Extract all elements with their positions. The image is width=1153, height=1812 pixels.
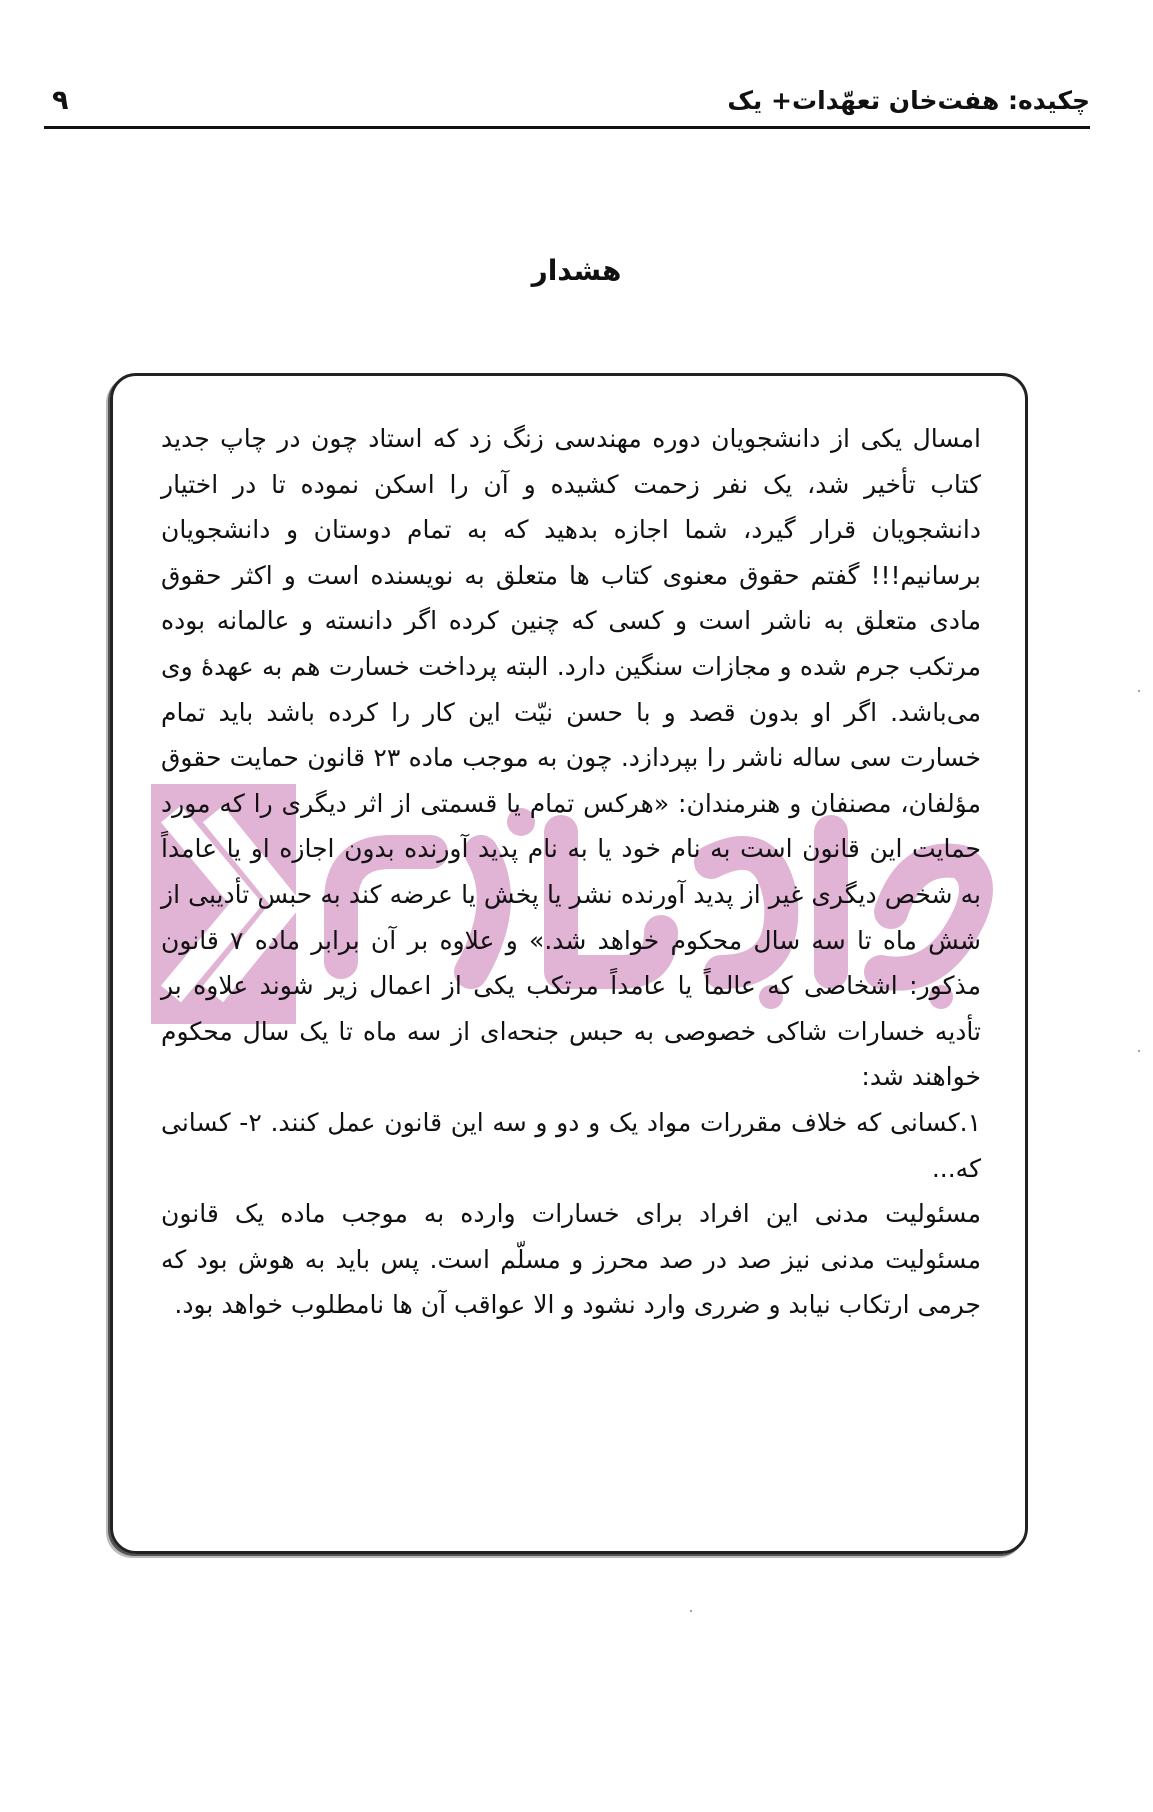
scan-speck [1138,1050,1140,1052]
warning-text [161,416,981,1328]
running-header [44,80,1090,129]
warning-box [110,373,1028,1554]
scan-speck [690,1610,692,1612]
warning-paragraph: مسئولیت مدنی این افراد برای خسارات وارده به موجب ماده یک قانون مسئولیت مدنی نیز صد در صد محرز و مسلّم است. پس باید به هوش بود که جرمی ارتکاب نیابد و ضرری وارد نشود و الا عواقب آن ها نامطلوب خواهد بود. [161,1199,981,1320]
warning-paragraph: ۱.کسانی که خلاف مقررات مواد یک و دو و سه این قانون عمل کنند. ۲- کسانی که... [161,1107,982,1183]
running-header-title: چکیده: هفت‌خان تعهّدات+ یک [727,86,1090,115]
page-number: ۹ [52,85,69,116]
section-title: هشدار [531,254,622,287]
warning-paragraph: امسال یکی از دانشجویان دوره مهندسی زنگ زد که استاد چون در چاپ جدید کتاب تأخیر شد، یک نفر زحمت کشیده و آن را اسکن نموده تا در اختیار دانشجویان قرار گیرد، شما اجازه بدهید که به تمام دوستان و دانشجویان برسانیم!!! گفتم حقوق معنوی کتاب ها متعلق به نویسنده است و اکثر حقوق مادی متعلق به ناشر است و کسی که چنین کرده اگر دانسته و عالمانه بوده مرتکب جرم شده و مجازات سنگین دارد. البته پرداخت خسارت هم به عهدهٔ وی می‌باشد. اگر او بدون قصد و با حسن نیّت این کار را کرده باشد باید تمام خسارت سی ساله ناشر را بپردازد. چون به موجب ماده ۲۳ قانون حمایت حقوق مؤلفان، مصنفان و هنرمندان: «هرکس تمام یا قسمتی از اثر دیگری را که مورد حمایت این قانون است به نام خود یا به نام پدید آورنده بدون اجازه او یا عامداً به شخص دیگری غیر از پدید آورنده نشر یا پخش یا عرضه کند به حبس تأدیبی از شش ماه تا سه سال محکوم خواهد شد.» و علاوه بر آن برابر ماده ۷ قانون مذکور: اشخاصی که عالماً یا عامداً مرتکب یکی از اعمال زیر شوند علاوه بر تأدیه خسارات شاکی خصوصی به حبس جنحه‌ای از سه ماه تا یک سال محکوم خواهند شد: [161,424,981,1092]
scan-speck [1138,690,1140,692]
